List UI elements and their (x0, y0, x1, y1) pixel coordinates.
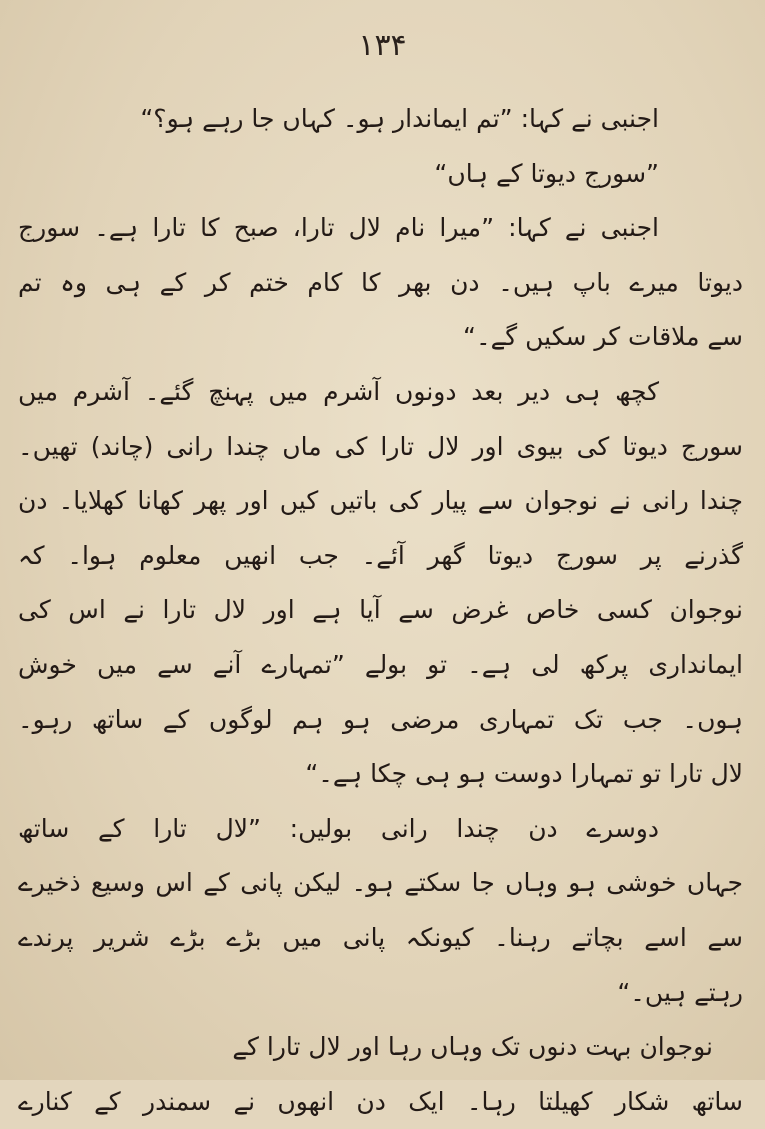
text-line: چندا رانی نے نوجوان سے پیار کی باتیں کیں اور پھر کھانا کھلایا۔ دن (18, 486, 743, 516)
text-line: نوجوان کسی خاص غرض سے آیا ہے اور لال تارا نے اس کی (18, 595, 743, 625)
text-line: دوسرے دن چندا رانی بولیں: ”لال تارا کے ساتھ (18, 813, 659, 843)
text-line: سورج دیوتا کی بیوی اور لال تارا کی ماں چندا رانی (چاند) تھیں۔ (18, 431, 743, 461)
text-line: گذرنے پر سورج دیوتا گھر آئے۔ جب انھیں معلوم ہوا۔ کہ (18, 540, 743, 570)
body-text (18, 92, 743, 1129)
text-line: سے اسے بچاتے رہنا۔ کیونکہ پانی میں بڑے بڑے شریر پرندے (18, 922, 743, 952)
text-line: ہوں۔ جب تک تمہاری مرضی ہو ہم لوگوں کے ساتھ رہو۔ (18, 704, 743, 734)
text-line: لال تارا تو تمہارا دوست ہو ہی چکا ہے۔“ (305, 759, 743, 789)
page-number: ۱۳۴ (358, 28, 407, 63)
text-line: ساتھ شکار کھیلتا رہا۔ ایک دن انھوں نے سمندر کے کنارے (18, 1086, 743, 1116)
text-line: جہاں خوشی ہو وہاں جا سکتے ہو۔ لیکن پانی کے اس وسیع ذخیرے (18, 868, 743, 898)
text-line: اجنبی نے کہا: ”تم ایماندار ہو۔ کہاں جا رہے ہو؟“ (140, 104, 659, 133)
text-line: ”سورج دیوتا کے ہاں“ (434, 158, 659, 188)
text-line: اجنبی نے کہا: ”میرا نام لال تارا، صبح کا تارا ہے۔ سورج (18, 213, 659, 243)
text-line: ایمانداری پرکھ لی ہے۔ تو بولے ”تمہارے آنے سے میں خوش (18, 649, 743, 679)
text-line: سے ملاقات کر سکیں گے۔“ (463, 322, 743, 352)
text-line: رہتے ہیں۔“ (617, 977, 743, 1007)
text-line: نوجوان بہت دنوں تک وہاں رہا اور لال تارا کے (232, 1032, 713, 1062)
text-line: دیوتا میرے باپ ہیں۔ دن بھر کا کام ختم کر کے ہی وہ تم (18, 267, 743, 297)
text-line: کچھ ہی دیر بعد دونوں آشرم میں پہنچ گئے۔ آشرم میں (18, 376, 659, 406)
